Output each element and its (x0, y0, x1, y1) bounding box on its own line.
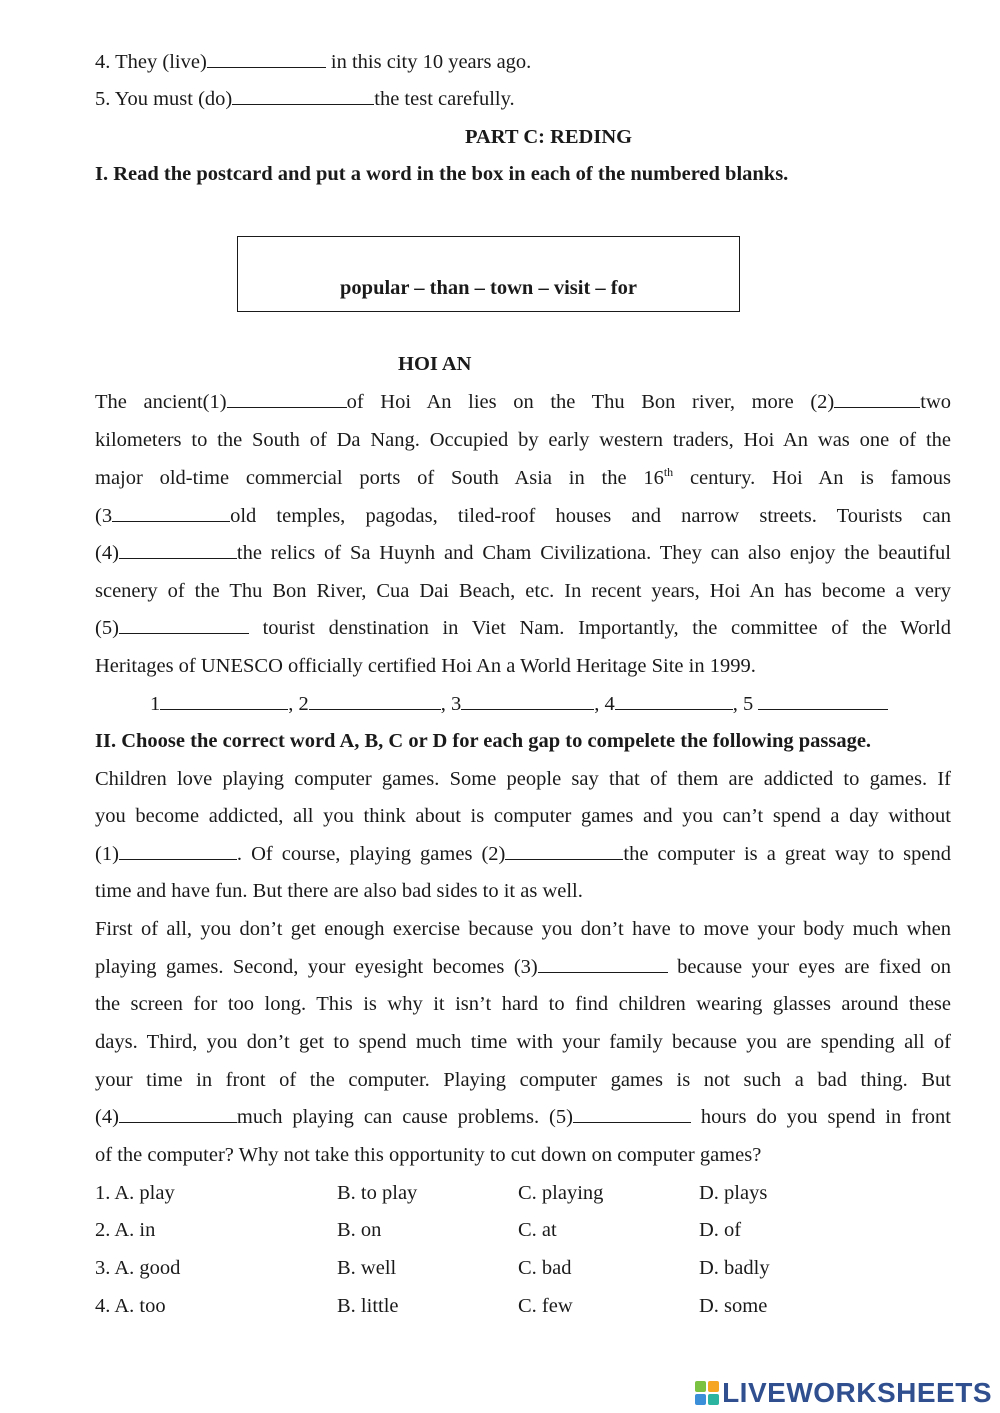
answer-blank[interactable] (232, 87, 374, 105)
passage-title: HOI AN (398, 353, 472, 375)
gap-4-blank[interactable] (119, 541, 237, 559)
answer-line: 1 , 2 , 3 , 4 , 5 (150, 692, 888, 716)
word-box-text: popular – than – town – visit – for (340, 277, 637, 299)
passage-line: major old-time commercial ports of South Asia in the 16th century. Hoi An is famous (95, 465, 952, 489)
option-1c[interactable]: C. playing (518, 1182, 604, 1204)
answer-5-input[interactable] (758, 692, 888, 710)
option-2c[interactable]: C. at (518, 1219, 557, 1241)
passage-line: playing games. Second, your eyesight becomes (3) because your eyes are fixed on (95, 956, 951, 978)
passage-line: Heritages of UNESCO officially certified Hoi An a World Heritage Site in 1999. (95, 655, 756, 677)
liveworksheets-logo-icon (695, 1381, 719, 1405)
question-4 (95, 50, 531, 74)
passage-line: (1) . Of course, playing games (2) the computer is a great way to spend (95, 843, 951, 865)
logo-tile-blue (695, 1394, 706, 1405)
option-3a[interactable]: 3. A. good (95, 1257, 181, 1279)
option-1b[interactable]: B. to play (337, 1182, 418, 1204)
gap-3-blank[interactable] (112, 504, 230, 522)
answer-3-input[interactable] (461, 692, 594, 710)
answer-2-input[interactable] (309, 692, 441, 710)
passage-line: First of all, you don’t get enough exercise because you don’t have to move your body much when (95, 918, 951, 940)
gap-2-blank[interactable] (834, 390, 920, 408)
passage-line: days. Third, you don’t get to spend much time with your family because you are spending all of (95, 1031, 951, 1053)
logo-tile-green (695, 1381, 706, 1392)
part-c-title: PART C: REDING (465, 126, 633, 148)
answer-1-input[interactable] (160, 692, 288, 710)
gap-1-blank[interactable] (227, 390, 347, 408)
passage-line: (5) tourist denstination in Viet Nam. Importantly, the committee of the World (95, 617, 951, 639)
gap-3-blank[interactable] (538, 955, 668, 973)
passage-line: The ancient(1) of Hoi An lies on the Thu Bon river, more (2) two (95, 391, 951, 413)
option-2a[interactable]: 2. A. in (95, 1219, 156, 1241)
logo-tile-teal (708, 1394, 719, 1405)
question-text: the test carefully. (374, 88, 515, 110)
question-text: 4. They (live) (95, 51, 207, 73)
gap-5-blank[interactable] (573, 1105, 691, 1123)
question-5 (95, 87, 515, 111)
question-text: in this city 10 years ago. (325, 51, 532, 73)
section-1-instruction: I. Read the postcard and put a word in the box in each of the numbered blanks. (95, 163, 789, 185)
option-2d[interactable]: D. of (699, 1219, 742, 1241)
passage-line: your time in front of the computer. Playing computer games is not such a bad thing. But (95, 1069, 951, 1091)
passage-line: of the computer? Why not take this opportunity to cut down on computer games? (95, 1144, 762, 1166)
passage-line: the screen for too long. This is why it isn’t hard to find children wearing glasses around these (95, 993, 951, 1015)
passage-line: (4) the relics of Sa Huynh and Cham Civilizationa. They can also enjoy the beautiful (95, 542, 951, 564)
option-3b[interactable]: B. well (337, 1257, 397, 1279)
gap-4-blank[interactable] (119, 1105, 237, 1123)
option-3d[interactable]: D. badly (699, 1257, 770, 1279)
option-4a[interactable]: 4. A. too (95, 1295, 166, 1317)
option-4c[interactable]: C. few (518, 1295, 573, 1317)
option-1a[interactable]: 1. A. play (95, 1182, 175, 1204)
passage-line: scenery of the Thu Bon River, Cua Dai Beach, etc. In recent years, Hoi An has become a very (95, 580, 951, 602)
passage-line: you become addicted, all you think about is computer games and you can’t spend a day without (95, 805, 951, 827)
option-4d[interactable]: D. some (699, 1295, 768, 1317)
option-1d[interactable]: D. plays (699, 1182, 768, 1204)
logo-tile-orange (708, 1381, 719, 1392)
answer-4-input[interactable] (615, 692, 733, 710)
word-box (237, 236, 740, 312)
option-4b[interactable]: B. little (337, 1295, 399, 1317)
gap-1-blank[interactable] (119, 842, 237, 860)
passage-line: (4) much playing can cause problems. (5) hours do you spend in front (95, 1106, 951, 1128)
question-text: 5. You must (do) (95, 88, 233, 110)
passage-line: (3 old temples, pagodas, tiled-roof houses and narrow streets. Tourists can (95, 505, 951, 527)
option-2b[interactable]: B. on (337, 1219, 382, 1241)
section-2-instruction: II. Choose the correct word A, B, C or D for each gap to compelete the following passage. (95, 730, 872, 752)
passage-line: kilometers to the South of Da Nang. Occupied by early western traders, Hoi An was one of the (95, 429, 951, 451)
passage-line: time and have fun. But there are also bad sides to it as well. (95, 880, 583, 902)
option-3c[interactable]: C. bad (518, 1257, 572, 1279)
logo-text: LIVEWORKSHEETS (722, 1377, 992, 1408)
answer-blank[interactable] (207, 50, 326, 68)
gap-5-blank[interactable] (119, 616, 249, 634)
liveworksheets-logo[interactable] (695, 1378, 992, 1408)
gap-2-blank[interactable] (505, 842, 623, 860)
passage-line: Children love playing computer games. Some people say that of them are addicted to games. If (95, 768, 951, 790)
